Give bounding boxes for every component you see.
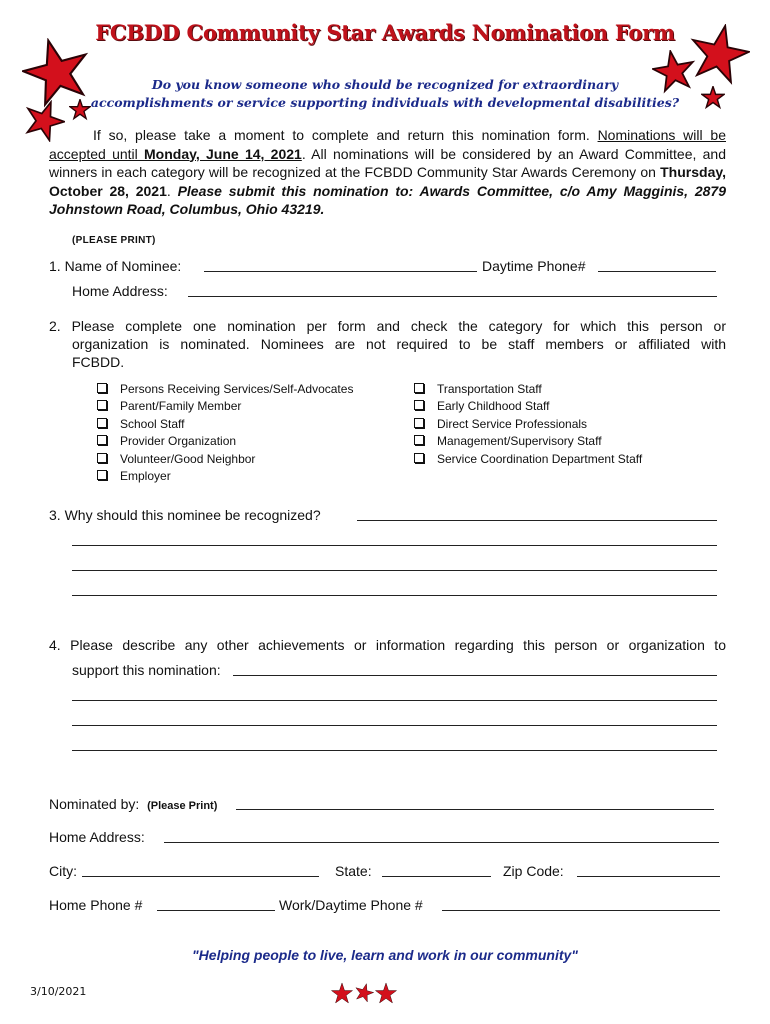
category-checkbox-provider-organization[interactable]: Provider Organization [97, 433, 353, 450]
work-phone-field[interactable] [442, 910, 720, 911]
nominee-name-label: 1. Name of Nominee: [49, 258, 182, 274]
achievements-label: 4. Please describe any other achievements or information regarding this person or organization to [49, 637, 726, 653]
achievements-line[interactable] [72, 700, 717, 701]
achievements-line[interactable] [72, 750, 717, 751]
recognition-reason-line[interactable] [72, 595, 717, 596]
checkbox-icon[interactable] [414, 383, 424, 393]
checkbox-icon[interactable] [414, 400, 424, 410]
nominee-phone-label: Daytime Phone# [482, 258, 586, 274]
checkbox-icon[interactable] [97, 453, 107, 463]
please-print-hint: (PLEASE PRINT) [72, 235, 156, 246]
nominee-address-label: Home Address: [72, 283, 168, 299]
category-checkbox-volunteer[interactable]: Volunteer/Good Neighbor [97, 451, 353, 468]
achievements-line[interactable] [72, 725, 717, 726]
checkbox-icon[interactable] [97, 383, 107, 393]
city-label: City: [49, 863, 77, 879]
work-phone-label: Work/Daytime Phone # [279, 897, 423, 913]
category-checkbox-self-advocates[interactable]: Persons Receiving Services/Self-Advocates [97, 381, 353, 398]
nominee-phone-field[interactable] [598, 271, 716, 272]
nominee-name-field[interactable] [204, 271, 477, 272]
checkbox-icon[interactable] [414, 453, 424, 463]
category-checkbox-service-coordination[interactable]: Service Coordination Department Staff [414, 451, 642, 468]
checkbox-icon[interactable] [97, 418, 107, 428]
state-label: State: [335, 863, 372, 879]
document-date: 3/10/2021 [30, 985, 87, 998]
category-checkbox-direct-service[interactable]: Direct Service Professionals [414, 416, 642, 433]
category-list-left [97, 381, 353, 485]
state-field[interactable] [382, 876, 491, 877]
slogan: "Helping people to live, learn and work in our community" [192, 947, 578, 963]
nominated-by-label: Nominated by: (Please Print) [49, 796, 218, 812]
home-phone-label: Home Phone # [49, 897, 143, 913]
checkbox-icon[interactable] [97, 400, 107, 410]
achievements-field[interactable] [233, 675, 717, 676]
submit-address: Please submit this nomination to: Awards Committee, c/o Amy Magginis, 2879 Johnstown Road, Columbus, Ohio 43219. [49, 182, 727, 217]
category-checkbox-employer[interactable]: Employer [97, 468, 353, 485]
city-field[interactable] [82, 876, 319, 877]
recognition-reason-line[interactable] [72, 570, 717, 571]
achievements-label-cont: support this nomination: [72, 662, 221, 678]
zip-field[interactable] [577, 876, 720, 877]
category-instructions: 2. Please complete one nomination per form and check the category for which this person or organization is nominated. Nominees are not required to be staff members or affiliated with FCBDD. [49, 318, 726, 370]
form-subtitle: Do you know someone who should be recognized for extraordinary accomplishments or service supporting individuals with developmental disabilities? [90, 77, 680, 110]
nominator-address-field[interactable] [164, 842, 719, 843]
recognition-reason-line[interactable] [72, 545, 717, 546]
checkbox-icon[interactable] [97, 470, 107, 480]
footer-stars-icon [330, 982, 400, 1006]
category-checkbox-management[interactable]: Management/Supervisory Staff [414, 433, 642, 450]
nominee-address-field[interactable] [188, 296, 717, 297]
form-title: FCBDD Community Star Awards Nomination Form [95, 20, 675, 45]
category-checkbox-early-childhood[interactable]: Early Childhood Staff [414, 398, 642, 415]
nominated-by-field[interactable] [236, 809, 714, 810]
category-checkbox-parent-family[interactable]: Parent/Family Member [97, 398, 353, 415]
ceremony-date: Thursday, October 28, 2021 [49, 164, 726, 199]
nominator-address-label: Home Address: [49, 829, 145, 845]
category-checkbox-transportation[interactable]: Transportation Staff [414, 381, 642, 398]
home-phone-field[interactable] [157, 910, 275, 911]
recognition-reason-field[interactable] [357, 520, 717, 521]
recognition-reason-label: 3. Why should this nominee be recognized? [49, 507, 321, 523]
intro-paragraph: If so, please take a moment to complete and return this nomination form. Nominations will be accepted until Monday, June 14, 2021. All nominations will be considered by an Award Committee, and winners in each category will be recognized at the FCBDD Community Star Awards Ceremony on Thursday, October 28, 2021. Please submit this nomination to: Awards Committee, c/o Amy Magginis, 2879 Johnstown Road, Columbus, Ohio 43219. [49, 127, 727, 217]
zip-label: Zip Code: [503, 863, 564, 879]
checkbox-icon[interactable] [97, 435, 107, 445]
checkbox-icon[interactable] [414, 435, 424, 445]
category-checkbox-school-staff[interactable]: School Staff [97, 416, 353, 433]
category-list-right [414, 381, 642, 468]
checkbox-icon[interactable] [414, 418, 424, 428]
deadline-date: Monday, June 14, 2021 [144, 145, 302, 162]
